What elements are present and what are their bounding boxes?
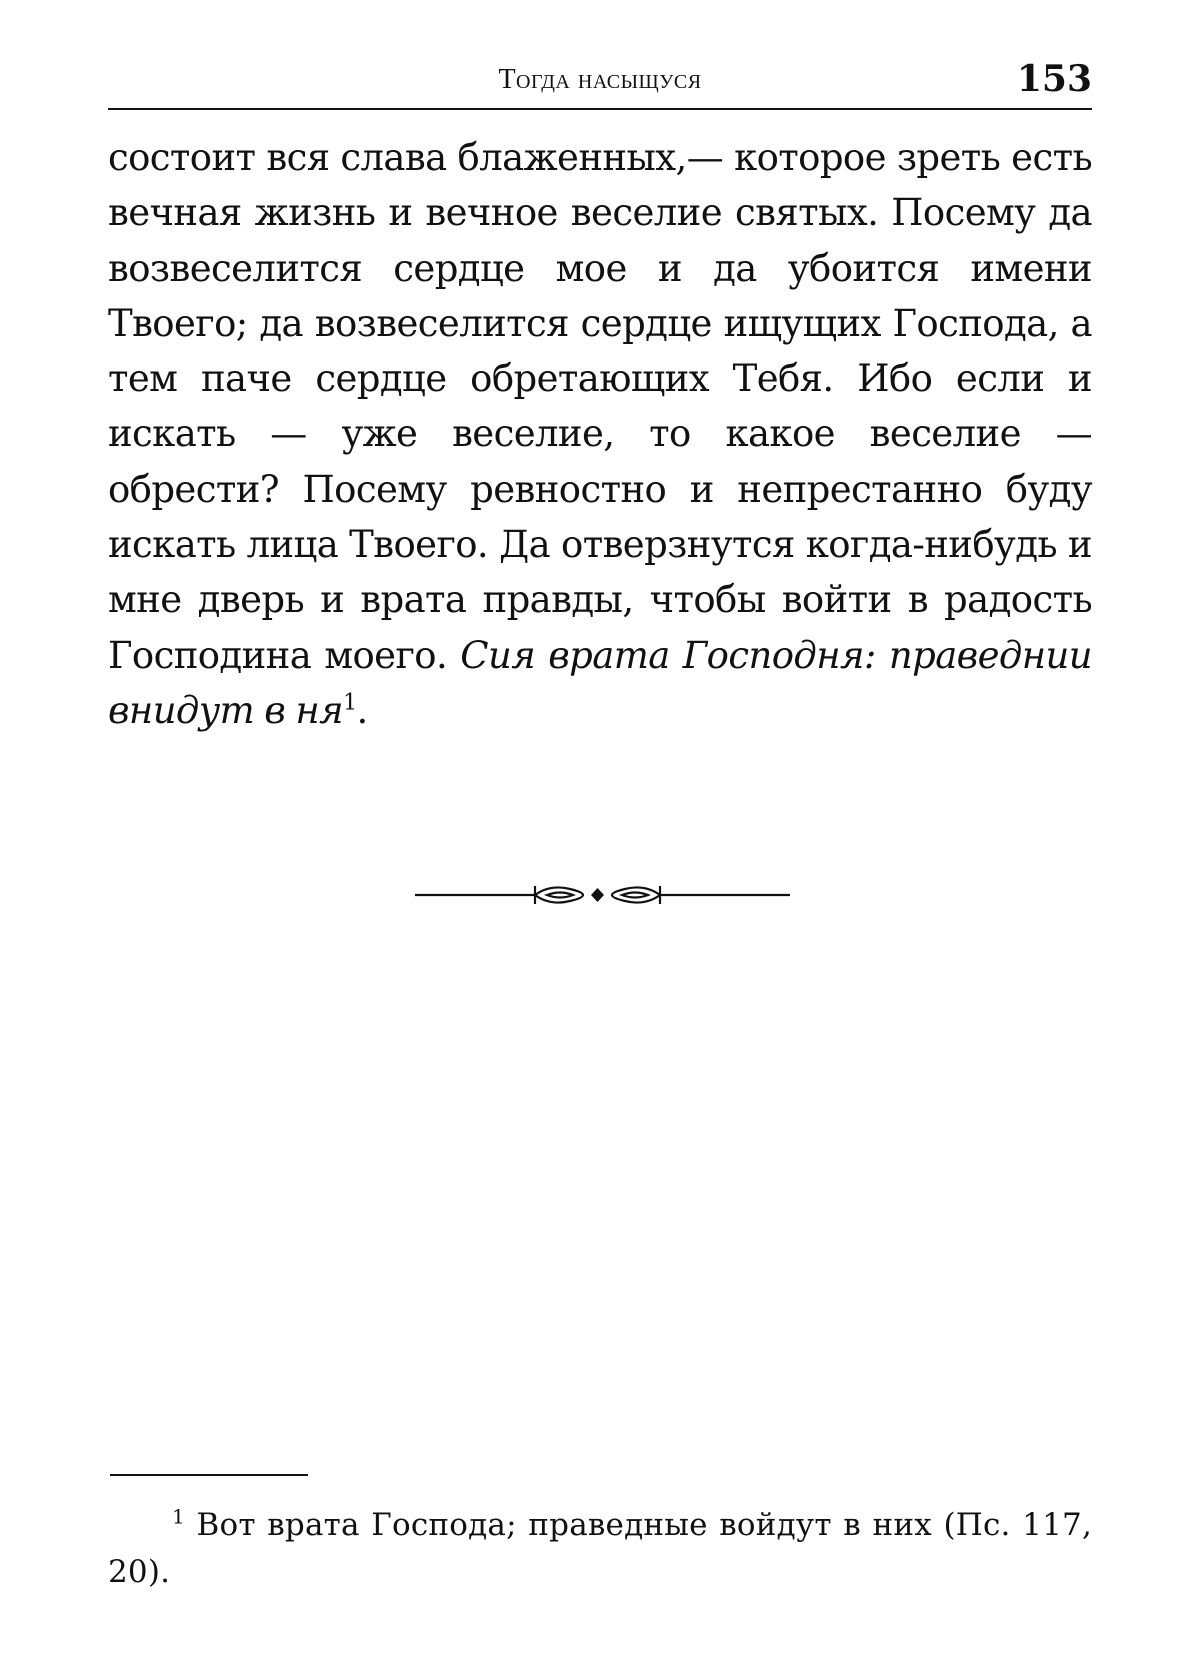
- body-paragraph: [108, 130, 1092, 738]
- footnote: [108, 1502, 1092, 1596]
- footnote-separator: [110, 1474, 308, 1476]
- ornament-divider-icon: [415, 880, 790, 910]
- page-number: 153: [1016, 58, 1092, 100]
- footnote-reference: 1: [343, 690, 357, 716]
- footnote-marker: 1: [172, 1504, 185, 1529]
- footnote-text: Вот врата Господа; праведные войдут в них (Пс. 117, 20).: [108, 1507, 1092, 1590]
- psalm-quote: Сия врата Господня: праведнии внидут в ня: [108, 633, 1092, 732]
- body-text-regular: состоит вся слава блаженных,— которое зреть есть вечная жизнь и вечное веселие святых. Посему да возвеселится сердце мое и да убоится имени Твоего; да возвеселится сердце ищущих Господа, а тем паче сердце обретающих Тебя. Ибо если и искать — уже веселие, то какое веселие — обрести? Посему ревностно и непрестанно буду искать лица Твоего. Да отверзнутся когда-нибудь и мне дверь и врата правды, чтобы войти в радость Господина моего.: [108, 136, 1092, 677]
- running-title: Тогда насыщуся: [498, 64, 702, 95]
- running-header: [108, 58, 1092, 110]
- body-text-end: .: [356, 688, 368, 732]
